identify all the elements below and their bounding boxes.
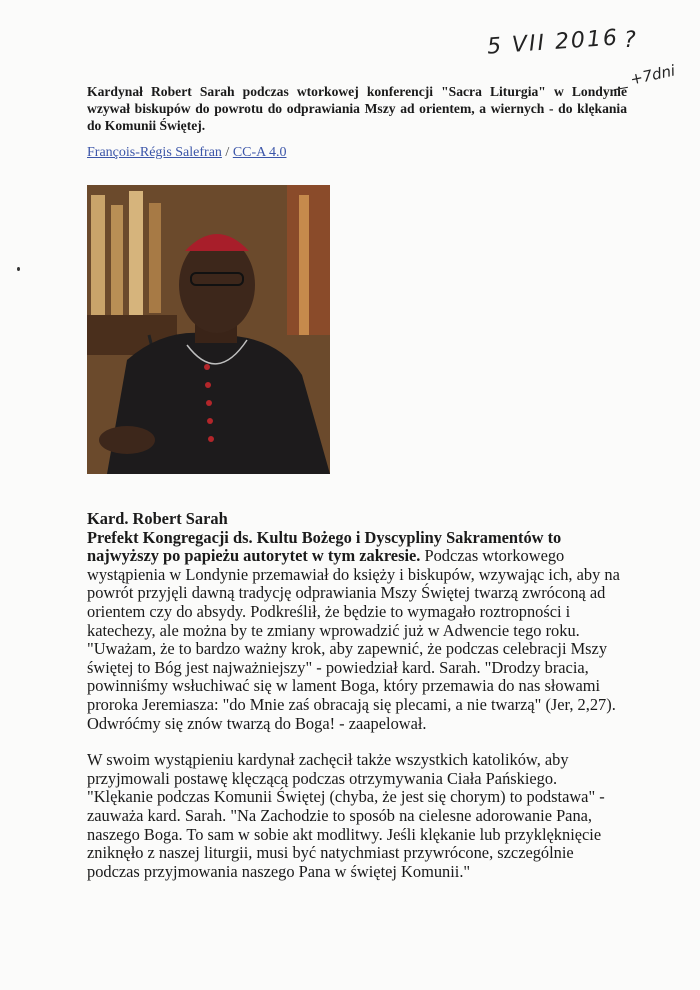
cardinal-photo [87, 185, 330, 474]
paragraph-2: W swoim wystąpieniu kardynał zachęcił także wszystkich katolików, aby przyjmowali postawę klęczącą podczas otrzymywania Ciała Pańskiego. "Klękanie podczas Komunii Świętej (chyba, że jest się chorym) to podstawa" - zauważa kard. Sarah. "Na Zachodzie to sposób na cielesne adorowanie Pana, naszego Boga. To sam w sobie akt modlitwy. Jeśli klękanie lub przyklęknięcie zniknęło z naszej liturgii, musi być natychmiast przywrócone, szczególnie podczas przyjmowania naszego Pana w świętej Komunii." [87, 750, 605, 881]
article-name: Kard. Robert Sarah [87, 509, 228, 528]
lead-bold-text: Prefekt Kongregacji ds. Kultu Bożego i Dyscypliny Sakramentów to najwyższy po papieżu autorytet w tym zakresie. [87, 527, 562, 566]
paragraph-1-text: Podczas wtorkowego wystąpienia w Londynie przemawiał do księży i biskupów, wzywając ich, aby na powrót przyjęli dawną tradycję odprawiania Mszy Świętej twarzą zwróconą ad orientem czy do absydy. Podkreślił, że będzie to wymagało roztropności i katechezy, ale można by te zmiany wprowadzić już w Adwencie tego roku. "Uważam, że to bardzo ważny krok, aby zapewnić, że podczas celebracji Mszy świętej to Bóg jest najważniejszy" - powiedział kard. Sarah. "Drodzy bracia, powinniśmy wsłuchiwać się w lament Boga, który przemawia do nas słowami proroka Jeremiasza: "do Mnie zaś obracają się plecami, a nie twarzą" (Jer, 2,27). Odwróćmy się znów twarzą do Boga! - zaapelował. [87, 546, 620, 733]
scan-speck [17, 267, 20, 271]
handwritten-date: 5 VII 2016 [486, 25, 620, 60]
handwritten-note: +7dni [628, 61, 677, 89]
headline: Kardynał Robert Sarah podczas wtorkowej konferencji "Sacra Liturgia" w Londynie wzywał biskupów do powrotu do odprawiania Mszy ad orientem, a wiernych - do klękania do Komunii Świętej. [87, 84, 627, 133]
article-body [87, 510, 622, 881]
photo-credit [87, 145, 287, 161]
credit-separator: / [221, 145, 233, 160]
license-link[interactable]: CC-A 4.0 [232, 145, 287, 160]
handwritten-question-mark: ? [624, 28, 636, 53]
paragraph-1 [87, 529, 622, 734]
author-link[interactable]: François-Régis Salefran [87, 145, 222, 160]
